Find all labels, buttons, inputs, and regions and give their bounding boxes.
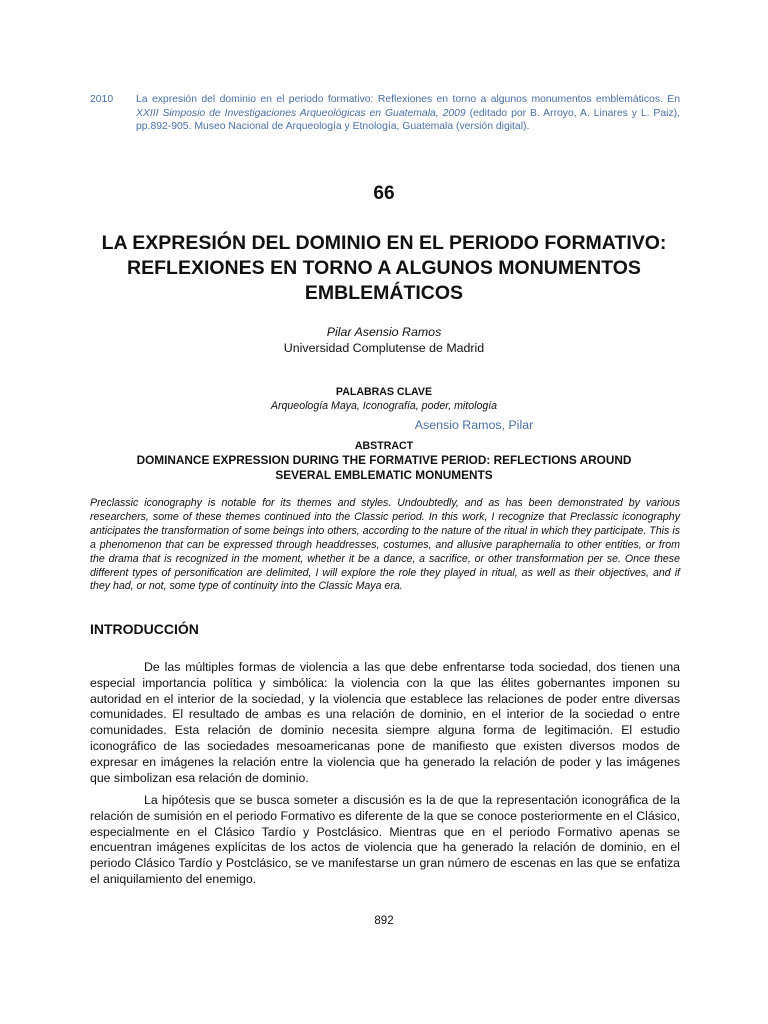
citation-ref-italic: XXIII Simposio de Investigaciones Arqueológicas en Guatemala, 2009 xyxy=(136,107,466,119)
page-number: 892 xyxy=(374,915,394,927)
author-block xyxy=(0,325,768,356)
abstract-header xyxy=(0,439,768,482)
author-institution: Universidad Complutense de Madrid xyxy=(283,340,485,355)
author-name: Pilar Asensio Ramos xyxy=(326,325,442,339)
keywords-heading: PALABRAS CLAVE xyxy=(335,386,433,398)
keywords-text: Arqueología Maya, Iconografía, poder, mitología xyxy=(270,400,498,412)
paper-title xyxy=(60,231,708,306)
citation-reference xyxy=(136,93,680,134)
body-paragraph: La hipótesis que se busca someter a discusión es la de que la representación iconográfica de la relación de sumisión en el periodo Formativo es diferente de la que se conoce posteriormente en el Clásico, especialmente en el Clásico Tardío y Postclásico. Mientras que en el periodo Formativo apenas se encuentran imágenes explícitas de los actos de violencia que ha generado la relación de dominio, en el periodo Clásico Tardío y Postclásico, se ve manifestarse un gran número de escenas en las que se enfatiza el aniquilamiento del enemigo. xyxy=(90,793,680,886)
abstract-heading: ABSTRACT xyxy=(354,440,414,452)
citation-ref-part2: (editado por B. Arroyo, A. Linares y L. Paiz), pp.892-905. Museo Nacional de Arqueología y Etnología, Guatemala (versión digital). xyxy=(136,107,680,133)
body-paragraph: De las múltiples formas de violencia a las que debe enfrentarse toda sociedad, dos tienen una especial importancia política y simbólica: la violencia con la que las élites gobernantes imponen su autoridad en el interior de la sociedad, y la violencia que establece las relaciones de poder entre diversas comunidades. El resultado de ambas es una relación de dominio, en el interior de la sociedad o entre comunidades. Esta relación de dominio necesita siempre alguna forma de legitimación. El estudio iconográfico de las sociedades mesoamericanas pone de manifiesto que existen diversos modos de expresar en imágenes la relación entre la violencia que ha generado la relación de poder y las imágenes que simbolizan esa relación de dominio. xyxy=(90,660,680,785)
citation-author: Asensio Ramos, Pilar xyxy=(414,418,534,432)
section-heading: INTRODUCCIÓN xyxy=(90,621,199,637)
citation-ref-part1: La expresión del dominio en el periodo formativo: Reflexiones en torno a algunos monumentos emblemáticos. En xyxy=(136,94,680,105)
title-line: REFLEXIONES EN TORNO A ALGUNOS MONUMENTOS xyxy=(127,257,641,279)
keywords-block xyxy=(0,385,768,413)
paper-number: 66 xyxy=(373,183,395,204)
abstract-subtitle-line: DOMINANCE EXPRESSION DURING THE FORMATIVE PERIOD: REFLECTIONS AROUND xyxy=(136,453,632,467)
abstract-body: Preclassic iconography is notable for its themes and styles. Undoubtedly, and as has been demonstrated by various researchers, some of these themes continued into the Classic period. In this work, I recognize that Preclassic iconography anticipates the transformation of some beings into others, according to the nature of the ritual in which they participate. This is a phenomenon that can be expressed through headdresses, costumes, and allusive paraphernalia to other entities, or from the drama that is recognized in the moment, whether it be a dance, a sacrifice, or other transformation per se. Once these different types of personification are delimited, I will explore the role they played in ritual, as well as their objectives, and if they had, or not, some type of continuity into the Classic Maya era. xyxy=(90,497,680,593)
abstract-subtitle-line: SEVERAL EMBLEMATIC MONUMENTS xyxy=(275,467,493,482)
title-line: EMBLEMÁTICOS xyxy=(304,282,464,304)
title-line: LA EXPRESIÓN DEL DOMINIO EN EL PERIODO FORMATIVO: xyxy=(101,232,667,254)
citation-row xyxy=(90,93,680,134)
citation-year: 2010 xyxy=(90,94,114,105)
